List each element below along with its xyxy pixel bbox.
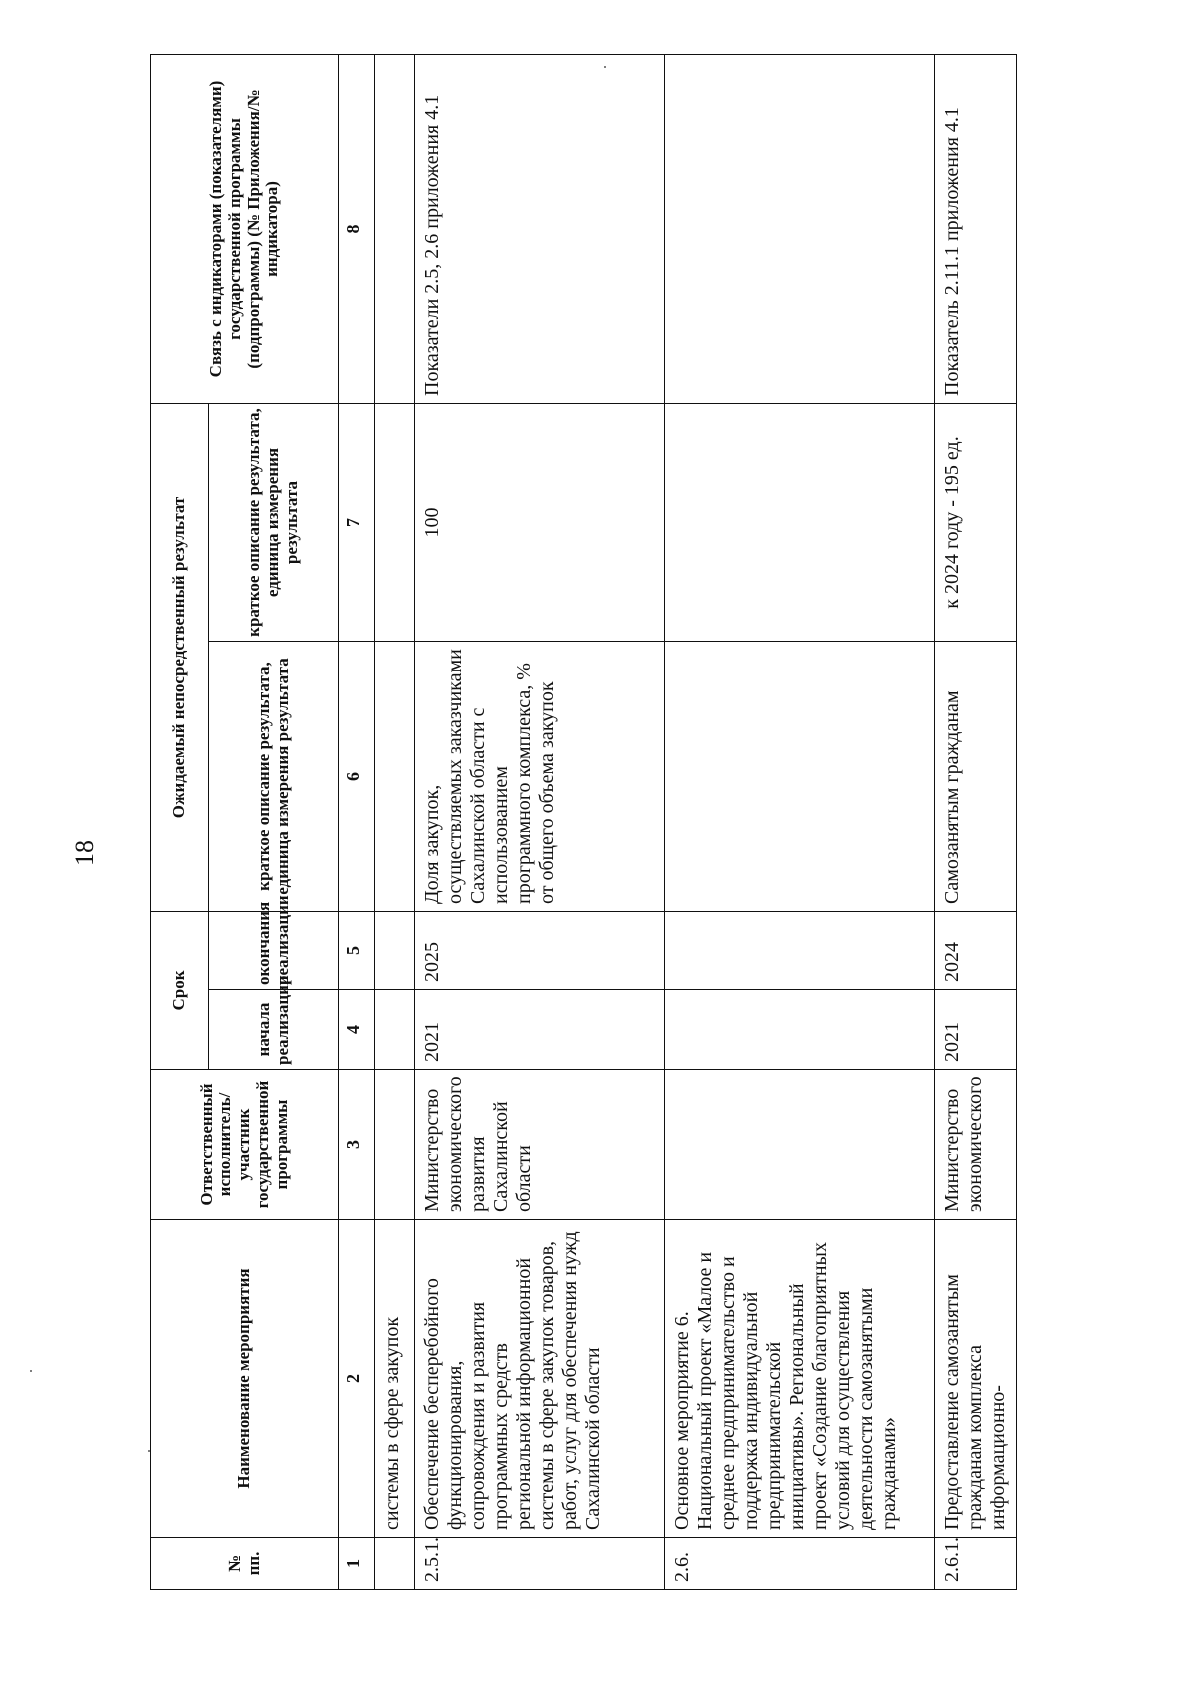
- header-link: Связь с индикаторами (показателями) государственной программы (подпрограммы) (№ Приложения/№ индикатора): [151, 55, 339, 404]
- row-link: Показатель 2.11.1 приложения 4.1: [935, 55, 1017, 404]
- row-result2: 100: [415, 404, 665, 642]
- column-number: 2: [339, 1220, 375, 1538]
- header-name: Наименование мероприятия: [151, 1220, 339, 1538]
- row-result2: к 2024 году - 195 ед.: [935, 404, 1017, 642]
- header-expected: Ожидаемый непосредственный результат: [151, 404, 209, 912]
- row-end: [375, 912, 415, 990]
- row-responsible: [375, 1070, 415, 1220]
- row-link: Показатели 2.5, 2.6 приложения 4.1: [415, 55, 665, 404]
- row-num: 2.6.1.: [935, 1538, 1017, 1590]
- scan-speck: [30, 1370, 32, 1372]
- header-term-end: окончания реализации: [209, 912, 339, 990]
- row-start: 2021: [935, 990, 1017, 1070]
- header-term-start: начала реализации: [209, 990, 339, 1070]
- table-row: [415, 55, 665, 1590]
- row-responsible: Министерство экономического: [935, 1070, 1017, 1220]
- row-num: [375, 1538, 415, 1590]
- row-link: [665, 55, 935, 404]
- row-num: 2.5.1.: [415, 1538, 665, 1590]
- column-number: 8: [339, 55, 375, 404]
- row-end: [665, 912, 935, 990]
- row-end: 2025: [415, 912, 665, 990]
- row-result2: [665, 404, 935, 642]
- column-number: 6: [339, 642, 375, 912]
- header-num: № пп.: [151, 1538, 339, 1590]
- row-num: 2.6.: [665, 1538, 935, 1590]
- header-responsible: Ответственный исполнитель/участник государственной программы: [151, 1070, 339, 1220]
- row-responsible: [665, 1070, 935, 1220]
- header-row: [151, 55, 209, 1590]
- row-name: Предоставление самозанятым гражданам комплекса информационно-: [935, 1220, 1017, 1538]
- row-start: 2021: [415, 990, 665, 1070]
- column-number: 1: [339, 1538, 375, 1590]
- row-name: Основное мероприятие 6. Национальный проект «Малое и среднее предпринимательство и поддержка индивидуальной предпринимательской инициативы». Региональный проект «Создание благоприятных условий для осуществления деятельности самозанятыми гражданами»: [665, 1220, 935, 1538]
- row-result1: Самозанятым гражданам: [935, 642, 1017, 912]
- row-result1: [375, 642, 415, 912]
- table-row: [935, 55, 1017, 1590]
- column-number: 4: [339, 990, 375, 1070]
- column-number: 3: [339, 1070, 375, 1220]
- row-result1: [665, 642, 935, 912]
- rotated-table-container: [150, 50, 1200, 1590]
- column-number-row: [339, 55, 375, 1590]
- table-row: [665, 55, 935, 1590]
- header-term: Срок: [151, 912, 209, 1070]
- row-result2: [375, 404, 415, 642]
- row-name: Обеспечение бесперебойного функционирования, сопровождения и развития программных средств региональной информационной системы в сфере закупок товаров, работ, услуг для обеспечения нужд Сахалинской области: [415, 1220, 665, 1538]
- row-name: системы в сфере закупок: [375, 1220, 415, 1538]
- table-row: [375, 55, 415, 1590]
- row-result1: Доля закупок, осуществляемых заказчиками Сахалинской области с использованием программного комплекса, % от общего объема закупок: [415, 642, 665, 912]
- column-number: 7: [339, 404, 375, 642]
- header-expected-desc2: краткое описание результата, единица измерения результата: [209, 404, 339, 642]
- row-start: [665, 990, 935, 1070]
- row-responsible: Министерство экономического развития Сахалинской области: [415, 1070, 665, 1220]
- page-number: 18: [70, 840, 99, 866]
- header-expected-desc1: краткое описание результата, единица измерения результата: [209, 642, 339, 912]
- column-number: 5: [339, 912, 375, 990]
- measures-table: [150, 54, 1017, 1590]
- row-start: [375, 990, 415, 1070]
- row-end: 2024: [935, 912, 1017, 990]
- row-link: [375, 55, 415, 404]
